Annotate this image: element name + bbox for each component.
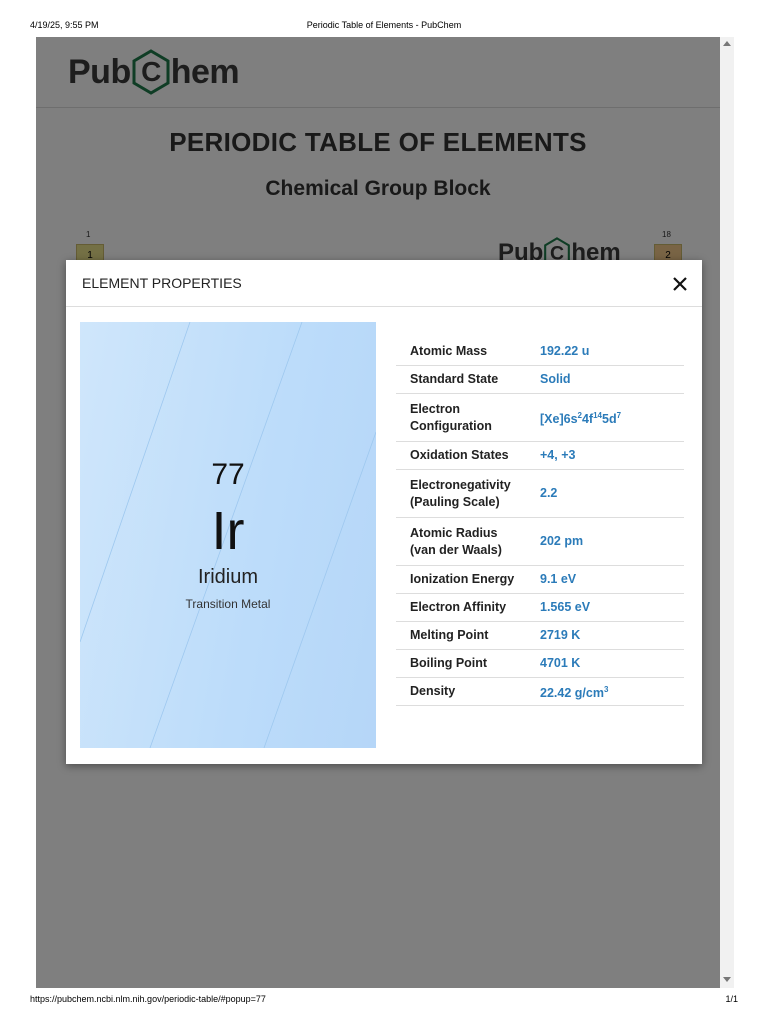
config-sup: 14 (593, 410, 603, 420)
property-value (540, 407, 684, 428)
property-value: 1.565 eV (540, 600, 591, 614)
print-url: https://pubchem.ncbi.nlm.nih.gov/periodic-table/#popup=77 (30, 994, 266, 1004)
property-row-atomic-mass (396, 338, 684, 366)
modal-header (66, 260, 702, 307)
element-card (80, 322, 376, 748)
property-label-line2: (van der Waals) (410, 542, 502, 557)
property-label: Melting Point (410, 628, 489, 642)
property-label: Ionization Energy (410, 572, 515, 586)
property-value: Solid (540, 372, 571, 386)
vertical-scrollbar[interactable] (720, 37, 734, 988)
print-page-number: 1/1 (725, 994, 738, 1004)
property-label: Boiling Point (410, 656, 488, 670)
property-label: Density (410, 684, 456, 698)
property-row-boiling-point (396, 650, 684, 678)
property-value: 4701 K (540, 656, 581, 670)
element-name: Iridium (197, 566, 258, 588)
property-row-ionization-energy (396, 566, 684, 594)
config-part: 5d (602, 412, 617, 427)
property-row-melting-point (396, 622, 684, 650)
property-row-electron-affinity (396, 594, 684, 622)
element-symbol: Ir (211, 501, 245, 561)
element-properties-modal (66, 260, 702, 764)
property-value: 9.1 eV (540, 572, 577, 586)
property-label (396, 401, 540, 435)
scroll-down-icon[interactable] (723, 977, 731, 982)
close-icon[interactable] (668, 272, 692, 296)
property-label: Standard State (410, 372, 499, 386)
config-part: [Xe]6s (540, 412, 578, 427)
property-row-electron-configuration (396, 394, 684, 442)
config-sup: 2 (577, 410, 582, 420)
density-value: 22.42 g/cm (540, 686, 604, 701)
property-row-atomic-radius (396, 518, 684, 566)
property-row-oxidation-states (396, 442, 684, 470)
close-button[interactable] (668, 272, 692, 296)
property-label (396, 525, 540, 559)
property-value: +4, +3 (540, 448, 576, 462)
property-label: Oxidation States (410, 448, 509, 462)
element-atomic-number: 77 (211, 458, 245, 491)
element-group: Transition Metal (185, 597, 271, 611)
config-sup: 7 (616, 410, 622, 420)
property-label-line1: Electronegativity (410, 477, 511, 492)
property-value: 2.2 (540, 486, 558, 500)
print-footer (0, 992, 768, 1024)
property-label-line1: Atomic Radius (410, 525, 498, 540)
property-label-line2: (Pauling Scale) (410, 494, 500, 509)
property-row-electronegativity (396, 470, 684, 518)
property-row-density (396, 678, 684, 706)
property-value (540, 681, 684, 702)
properties-table (396, 338, 684, 706)
property-label: Electron Affinity (410, 600, 507, 614)
property-label (396, 477, 540, 511)
property-label-line1: Electron (410, 401, 461, 416)
print-header (0, 0, 768, 36)
property-label-line2: Configuration (410, 418, 492, 433)
property-label: Atomic Mass (410, 344, 488, 358)
print-date: 4/19/25, 9:55 PM (30, 20, 99, 30)
property-value: 2719 K (540, 628, 581, 642)
scroll-up-icon[interactable] (723, 41, 731, 46)
property-row-standard-state (396, 366, 684, 394)
property-value: 202 pm (540, 534, 584, 548)
density-sup: 3 (603, 684, 609, 694)
modal-title: ELEMENT PROPERTIES (82, 275, 242, 291)
property-value: 192.22 u (540, 344, 590, 358)
config-part: 4f (581, 412, 594, 427)
print-title: Periodic Table of Elements - PubChem (306, 20, 462, 30)
